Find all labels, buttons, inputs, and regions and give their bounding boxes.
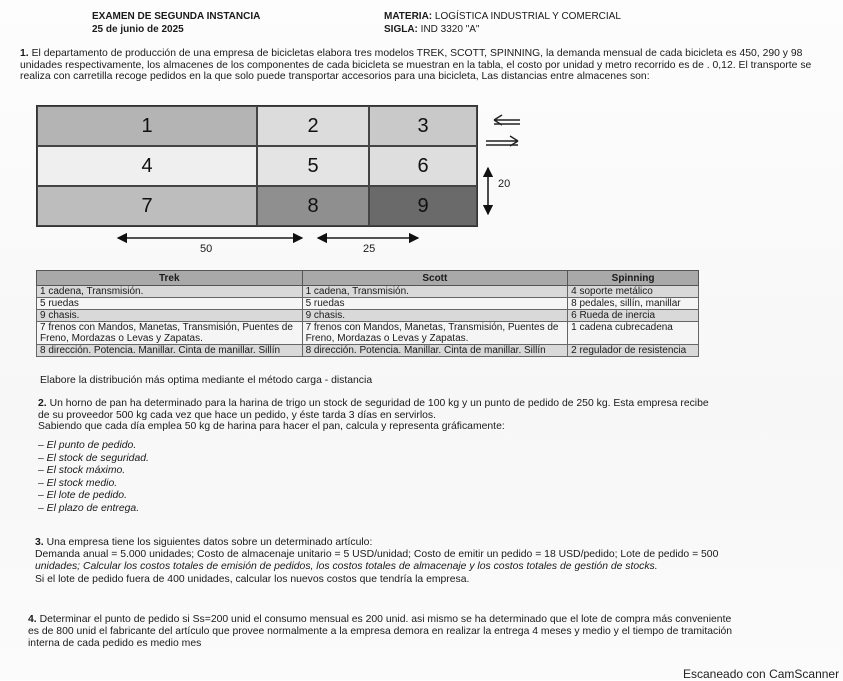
warehouse-8: 8 [257,186,369,226]
table-cell: 7 frenos con Mandos, Manetas, Transmisión, Puentes de Freno, Mordazas o Levas y Zapatas. [302,322,568,345]
exam-date: 25 de junio de 2025 [92,24,184,35]
question-4-number: 4. [28,614,37,625]
dimension-50-label: 50 [200,243,213,255]
scanner-watermark: Escaneado con CamScanner [683,667,840,681]
warehouse-1: 1 [37,106,257,146]
table-cell: 2 regulador de resistencia [568,345,699,357]
header-spinning: Spinning [568,271,699,286]
table-cell: 5 ruedas [37,298,303,310]
table-cell: 6 Rueda de inercia [568,310,699,322]
sigla-value: IND 3320 "A" [420,24,480,35]
materia-value: LOGÍSTICA INDUSTRIAL Y COMERCIAL [434,11,621,22]
table-cell: 5 ruedas [302,298,568,310]
list-item: – El plazo de entrega. [38,502,140,514]
table-cell: 8 dirección. Potencia. Manillar. Cinta de manillar. Sillín [302,345,568,357]
question-4-text: Determinar el punto de pedido si Ss=200 unid el consumo mensual es 200 unid. asi mismo se ha determinado que el lote de compra más conveniente es de 800 unid el fabricante del artículo que provee normalmente a la empresa demora en realizar la entrega 4 meses y medio y el tiempo de tramitación interna de cada pedido es medio mes [28,614,733,650]
header-trek: Trek [37,271,303,286]
question-3-line-3: unidades; Calcular los costos totales de emisión de pedidos, los costos totales de almacenaje y los costos totales de gestión de stocks. [35,561,658,573]
table-cell: 1 cadena cubrecadena [568,322,699,345]
question-4 [28,614,744,651]
table-row [37,286,699,298]
table-cell: 9 chasis. [302,310,568,322]
warehouse-2: 2 [257,106,369,146]
table-cell: 8 dirección. Potencia. Manillar. Cinta de manillar. Sillín [37,345,303,357]
dimension-25-label: 25 [363,243,376,255]
warehouse-6: 6 [369,146,477,186]
table-cell: 9 chasis. [37,310,303,322]
materia-label: MATERIA: [384,11,433,22]
warehouse-5: 5 [257,146,369,186]
table-cell: 4 soporte metálico [568,286,699,298]
question-3-line-2: Demanda anual = 5.000 unidades; Costo de almacenaje unitario = 5 USD/unidad; Costo de emitir un pedido = 18 USD/pedido; Lote de pedido = 500 [35,549,719,561]
list-item: – El stock máximo. [38,465,126,477]
list-item: – El punto de pedido. [38,440,137,451]
list-item: – El lote de pedido. [38,490,127,502]
sigla-label: SIGLA: [384,24,418,35]
question-3 [35,537,735,586]
warehouse-4: 4 [37,146,257,186]
table-row [37,322,699,345]
question-1-text: El departamento de producción de una empresa de bicicletas elabora tres modelos TREK, SCOTT, SPINNING, la demanda mensual de cada bicicleta es 450, 290 y 98 unidades respectivamente, los almacenes de los componentes de cada bicicleta se muestran en la tabla, el costo por unidad y metro recorrido es de . 0,12. El transporte se realiza con carretilla recoge pedidos en la que solo puede transportar accesorios para una bicicleta, Las distancias entre almacenes son: [20,48,812,83]
table-cell: 1 cadena, Transmisión. [37,286,303,298]
table-cell: 7 frenos con Mandos, Manetas, Transmisión, Puentes de Freno, Mordazas o Levas y Zapatas. [37,322,303,345]
exam-title: EXAMEN DE SEGUNDA INSTANCIA [92,11,261,22]
table-instruction: Elabore la distribución más optima mediante el método carga - distancia [40,375,373,386]
table-cell: 1 cadena, Transmisión. [302,286,568,298]
inbound-arrow-icon [494,115,520,125]
warehouse-7: 7 [37,186,257,226]
question-3-line-4: Si el lote de pedido fuera de 400 unidades, calcular los nuevos costos que tendría la empresa. [35,573,470,585]
header-scott: Scott [302,271,568,286]
question-3-number: 3. [35,537,44,548]
table-cell: 8 pedales, sillín, manillar [568,298,699,310]
components-table [36,270,699,357]
question-3-line-1: Una empresa tiene los siguientes datos sobre un determinado artículo: [46,537,373,548]
list-item: – El stock medio. [38,477,118,489]
table-row [37,298,699,310]
dimension-20-label: 20 [498,178,511,190]
table-row [37,310,699,322]
outbound-arrow-icon [486,136,518,146]
question-2-list [38,440,149,516]
list-item: – El stock de seguridad. [38,452,149,464]
question-2 [38,398,718,433]
warehouse-9: 9 [369,186,477,226]
question-2-number: 2. [38,398,47,409]
question-1-number: 1. [20,48,29,59]
warehouse-3: 3 [369,106,477,146]
question-2-text-2: Sabiendo que cada día emplea 50 kg de harina para hacer el pan, calcula y representa gráficamente: [38,421,505,433]
table-row [37,345,699,357]
question-2-text: Un horno de pan ha determinado para la harina de trigo un stock de seguridad de 100 kg y un punto de pedido de 250 kg. Esta empresa recibe de su proveedor 500 kg cada vez que hace un pedido, y éste tarda 3 días en servirlos. [38,398,709,421]
